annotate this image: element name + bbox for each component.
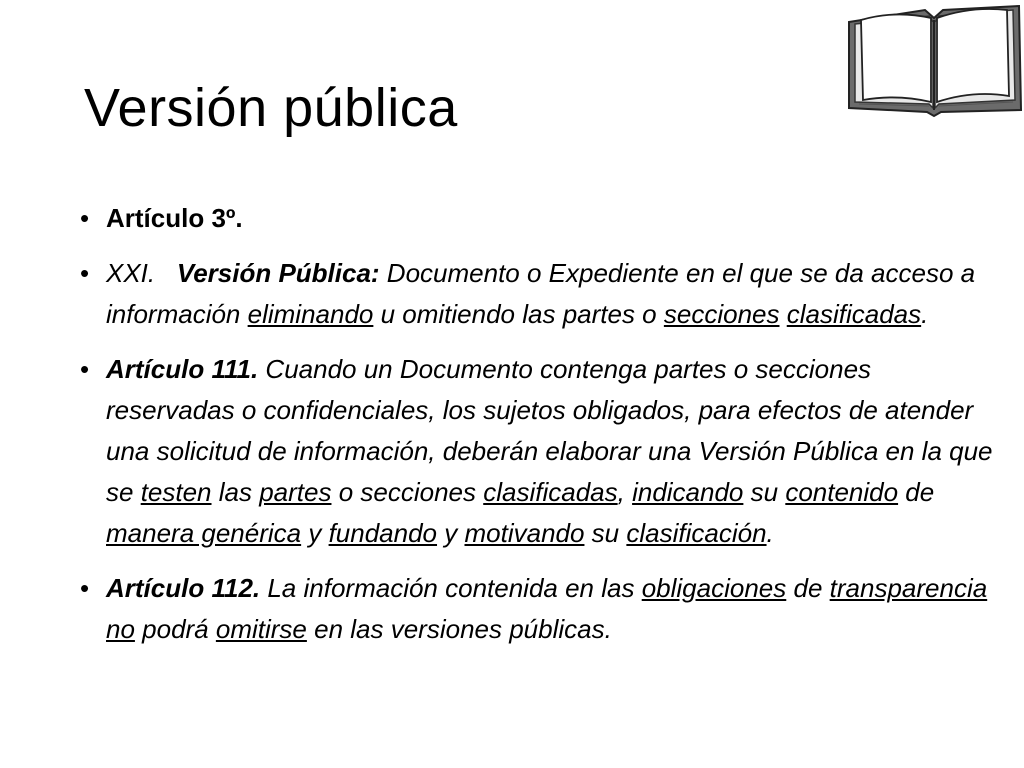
bullet-article-111 (78, 349, 998, 554)
article-text: de (898, 477, 935, 507)
bullet-article-112 (78, 568, 998, 650)
definition-text: u omitiendo las partes o (373, 299, 664, 329)
article-text: y (301, 518, 329, 548)
underlined-word: clasificadas (483, 477, 618, 507)
bullet-marker: • (80, 258, 90, 288)
bullet-definition-xxi (78, 253, 998, 335)
underlined-word: manera genérica (106, 518, 302, 548)
article-text: su (743, 477, 786, 507)
underlined-word: eliminando (247, 299, 374, 329)
underlined-word: secciones (663, 299, 780, 329)
underlined-word: transparencia (829, 573, 988, 603)
article-text: y (437, 518, 465, 548)
underlined-word: clasificadas (786, 299, 922, 329)
article-text: las (211, 477, 260, 507)
article-text: o secciones (331, 477, 484, 507)
article-text: en las versiones públicas. (306, 614, 612, 644)
slide-title: Versión pública (84, 78, 458, 138)
article-text: Cuando un Documento contenga partes o secciones reservadas o confidenciales, los sujetos obligados, para efectos de atender una solicitud de información, deberán elaborar una Versión Pública en la que se (106, 354, 993, 507)
underlined-word: partes (259, 477, 332, 507)
underlined-word: obligaciones (641, 573, 787, 603)
article-text: La información contenida en las (260, 573, 642, 603)
article-text: de (786, 573, 830, 603)
underlined-word: omitirse (215, 614, 307, 644)
bullet-marker: • (80, 354, 90, 384)
underlined-word: testen (140, 477, 212, 507)
bullet-marker: • (80, 203, 90, 233)
article-3-heading: Artículo 3º. (106, 203, 243, 233)
article-text: su (584, 518, 627, 548)
definition-text: Documento o Expediente en el que se da acceso a información (106, 258, 976, 329)
underlined-word: no (106, 614, 135, 644)
article-text: . (766, 518, 774, 548)
underlined-word: contenido (785, 477, 899, 507)
article-text: podrá (134, 614, 216, 644)
underlined-word: clasificación (626, 518, 767, 548)
definition-text (780, 299, 787, 329)
definition-term: Versión Pública: (176, 258, 380, 288)
bullet-list (78, 198, 998, 664)
underlined-word: fundando (328, 518, 438, 548)
bullet-article-3 (78, 198, 998, 239)
article-112-heading: Artículo 112. (106, 573, 261, 603)
definition-text: . (921, 299, 929, 329)
article-111-heading: Artículo 111. (106, 354, 259, 384)
open-book-icon (845, 4, 1023, 118)
underlined-word: indicando (632, 477, 744, 507)
bullet-marker: • (80, 573, 90, 603)
fraction-number: XXI. (106, 258, 156, 288)
article-text: , (617, 477, 633, 507)
underlined-word: motivando (464, 518, 585, 548)
